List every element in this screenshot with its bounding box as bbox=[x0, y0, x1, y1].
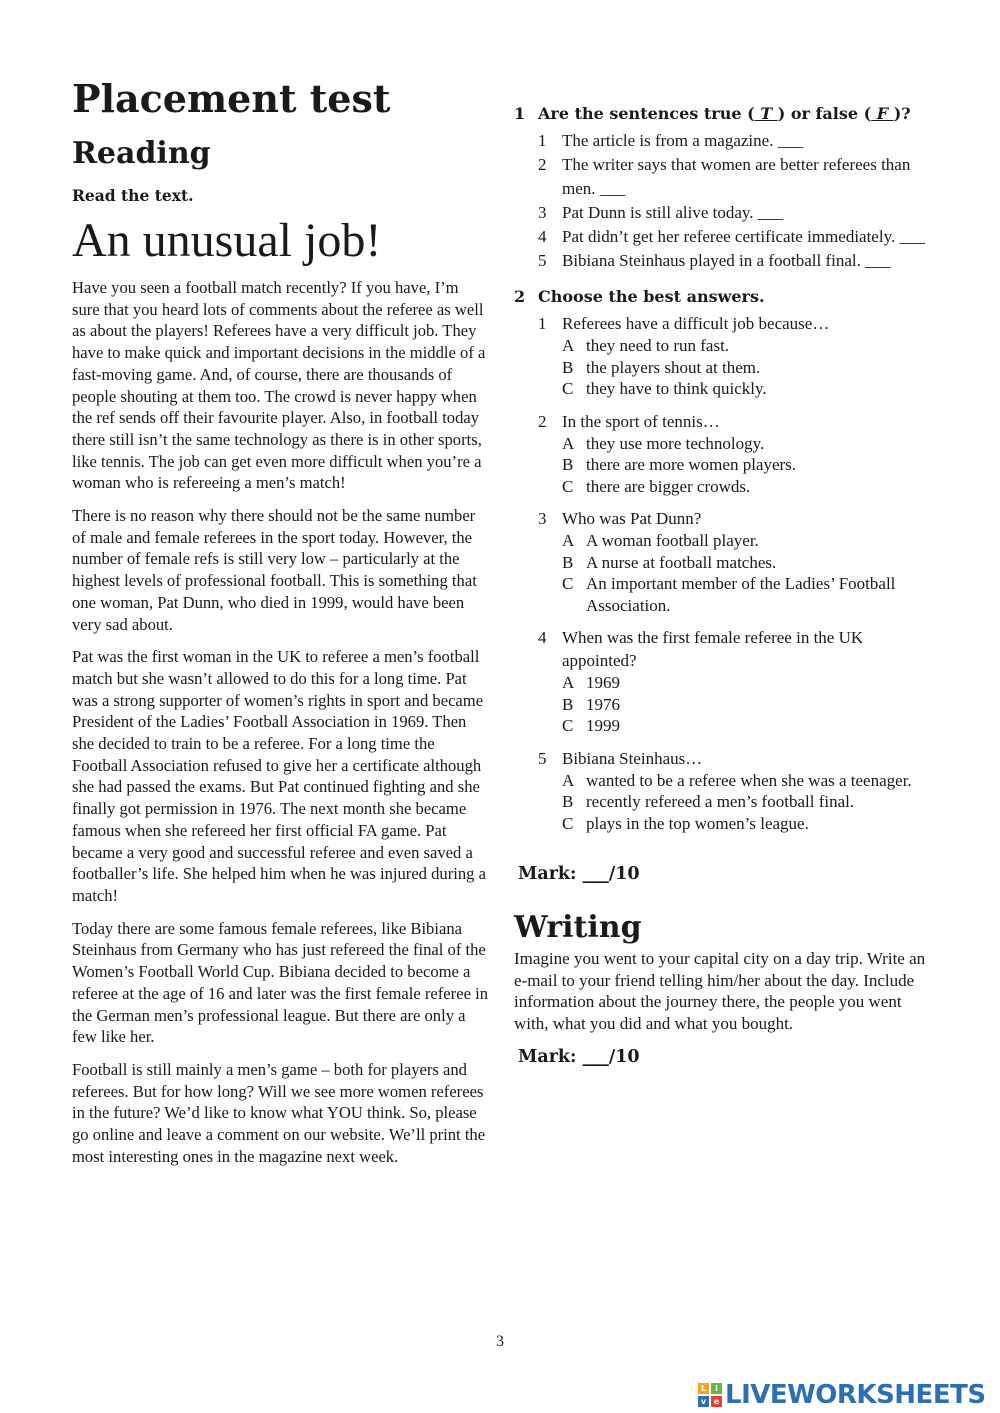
option-text: recently refereed a men’s football final. bbox=[586, 792, 855, 811]
mc-option bbox=[562, 476, 934, 498]
mc-stem: Who was Pat Dunn? bbox=[562, 509, 702, 528]
option-text: A nurse at football matches. bbox=[586, 552, 777, 572]
option-letter: C bbox=[562, 813, 574, 833]
option-text: A woman football player. bbox=[586, 531, 759, 550]
mc-stem: Bibiana Steinhaus… bbox=[562, 748, 703, 768]
mc-option bbox=[562, 454, 934, 476]
item-text: The article is from a magazine. ___ bbox=[562, 131, 804, 150]
true-false-list bbox=[538, 129, 934, 273]
mc-stem: In the sport of tennis… bbox=[562, 411, 720, 431]
mc-option bbox=[562, 770, 934, 792]
option-text: plays in the top women’s league. bbox=[586, 813, 809, 833]
option-letter: A bbox=[562, 433, 575, 453]
page-title: Placement test bbox=[72, 76, 391, 121]
item-text: Bibiana Steinhaus played in a football final. ___ bbox=[562, 251, 891, 270]
mc-option bbox=[562, 813, 934, 835]
option-letter: B bbox=[562, 694, 574, 714]
page-number: 3 bbox=[496, 1333, 504, 1350]
article-paragraph: There is no reason why there should not be the same number of male and female referees in the sport today. However, the number of female refs is still very low – particularly at the highest levels of professional football. This is something that one woman, Pat Dunn, who died in 1999, would have been very sad about. bbox=[72, 506, 477, 634]
left-column bbox=[72, 76, 488, 1178]
mc-number: 1 bbox=[538, 314, 547, 333]
item-text: Pat didn’t get her referee certificate immediately. ___ bbox=[562, 227, 925, 246]
option-letter: A bbox=[562, 673, 575, 692]
mc-stem: Referees have a difficult job because… bbox=[562, 314, 830, 333]
logo-square: e bbox=[711, 1396, 722, 1407]
question-2-heading bbox=[514, 287, 934, 306]
mc-option bbox=[562, 530, 934, 552]
option-text: they need to run fast. bbox=[586, 336, 730, 355]
writing-mark: Mark: ___/10 bbox=[518, 1046, 640, 1067]
reading-heading: Reading bbox=[72, 136, 211, 171]
mc-number: 2 bbox=[538, 411, 547, 431]
mc-option bbox=[562, 357, 934, 379]
mc-option bbox=[562, 672, 934, 694]
mc-question bbox=[538, 747, 934, 835]
q1-text-before: Are the sentences true ( bbox=[538, 104, 755, 123]
option-letter: A bbox=[562, 336, 575, 355]
question-1-heading bbox=[514, 104, 934, 123]
list-item bbox=[538, 129, 934, 153]
article-paragraph: Today there are some famous female referees, like Bibiana Steinhaus from Germany who has just refereed the final of the Women’s Football World Cup. Bibiana decided to become a referee at the age of 16 and later was the first female referee in the German men’s professional league. But there are only a few like her. bbox=[72, 918, 488, 1047]
option-letter: A bbox=[562, 770, 575, 790]
option-text: 1976 bbox=[586, 694, 620, 714]
mc-number: 4 bbox=[538, 628, 547, 647]
option-letter: B bbox=[562, 455, 574, 474]
logo-mark-icon bbox=[698, 1383, 722, 1407]
question-2-text: Choose the best answers. bbox=[538, 287, 765, 306]
question-number: 2 bbox=[514, 287, 526, 306]
article-paragraph: Pat was the first woman in the UK to referee a men’s football match but she wasn’t allowed to do this for a long time. Pat was a strong supporter of women’s rights in sport and became President of the Ladies’ Football Association in 1969. Then she decided to train to be a referee. For a long time the Football Association refused to give her a certificate although she had passed the exams. But Pat continued fighting and she finally got permission in 1976. The next month she became famous when she refereed her first official FA game. Pat became a very good and successful referee and even saved a footballer’s life. She helped him when he was injured during a match! bbox=[72, 647, 486, 905]
item-number: 5 bbox=[538, 251, 547, 270]
mc-stem: When was the first female referee in the UK appointed? bbox=[562, 628, 864, 670]
option-text: 1999 bbox=[586, 716, 620, 735]
item-number: 4 bbox=[538, 227, 547, 246]
list-item bbox=[538, 225, 934, 249]
item-text: Pat Dunn is still alive today. ___ bbox=[562, 203, 784, 222]
reading-mark: Mark: ___/10 bbox=[518, 864, 640, 884]
mc-option bbox=[562, 573, 934, 616]
option-letter: A bbox=[562, 531, 575, 550]
mc-option bbox=[562, 694, 934, 716]
mc-option bbox=[562, 433, 934, 455]
q1-text-after: )? bbox=[893, 104, 911, 123]
q1-text-middle: ) or false ( bbox=[777, 104, 872, 123]
mc-question bbox=[538, 312, 934, 400]
item-text: The writer says that women are better referees than men. ___ bbox=[562, 155, 911, 198]
option-text: they use more technology. bbox=[586, 433, 765, 453]
option-text: wanted to be a referee when she was a teenager. bbox=[586, 770, 912, 790]
mc-option bbox=[562, 791, 934, 813]
mc-option bbox=[562, 715, 934, 737]
logo-square: v bbox=[698, 1396, 709, 1407]
mc-question bbox=[538, 626, 934, 737]
logo-text: LIVEWORKSHEETS bbox=[725, 1380, 986, 1410]
item-number: 1 bbox=[538, 131, 547, 150]
false-label: F bbox=[871, 104, 894, 123]
mc-number: 5 bbox=[538, 748, 547, 768]
question-number: 1 bbox=[514, 104, 526, 123]
writing-heading: Writing bbox=[514, 910, 642, 945]
option-letter: C bbox=[562, 476, 574, 496]
reading-instruction: Read the text. bbox=[72, 186, 194, 205]
true-label: T bbox=[754, 104, 778, 123]
writing-prompt: Imagine you went to your capital city on a day trip. Write an e-mail to your friend telling him/her about the day. Include information about the journey there, the people you went with, what you did and what you bought. bbox=[514, 949, 926, 1034]
list-item bbox=[538, 249, 934, 273]
option-letter: C bbox=[562, 574, 574, 593]
list-item bbox=[538, 153, 934, 201]
option-letter: B bbox=[562, 792, 574, 811]
option-text: there are more women players. bbox=[586, 455, 797, 474]
list-item bbox=[538, 201, 934, 225]
logo-square: i bbox=[711, 1383, 722, 1394]
option-letter: B bbox=[562, 552, 574, 572]
option-text: the players shout at them. bbox=[586, 357, 761, 377]
mc-option bbox=[562, 552, 934, 574]
mc-question bbox=[538, 507, 934, 616]
option-letter: B bbox=[562, 357, 574, 377]
mc-number: 3 bbox=[538, 509, 547, 528]
option-text: 1969 bbox=[586, 673, 620, 692]
article-paragraph: Football is still mainly a men’s game – both for players and referees. But for how long? Will we see more women referees in the future? We’d like to know what YOU think. So, please go online and leave a comment on our website. We’ll print the most interesting ones in the magazine next week. bbox=[72, 1059, 486, 1166]
mc-option bbox=[562, 335, 934, 357]
option-letter: C bbox=[562, 716, 574, 735]
option-text: An important member of the Ladies’ Football Association. bbox=[586, 574, 896, 615]
item-number: 3 bbox=[538, 203, 547, 222]
option-letter: C bbox=[562, 379, 574, 398]
liveworksheets-logo bbox=[698, 1380, 986, 1410]
option-text: there are bigger crowds. bbox=[586, 476, 751, 496]
article-paragraph: Have you seen a football match recently? If you have, I’m sure that you heard lots of comments about the referee as well as about the players! Referees have a very difficult job. They have to make quick and important decisions in the middle of a fast-moving game. And, of course, there are thousands of people shouting at them too. The crowd is never happy when the ref sends off their favourite player. Also, in football today there still isn’t the same technology as there is in other sports, like tennis. The job can get even more difficult when you’re a woman who is refereeing a men’s match! bbox=[72, 278, 486, 493]
right-column bbox=[514, 104, 934, 1067]
mc-option bbox=[562, 378, 934, 400]
logo-square: L bbox=[698, 1383, 709, 1394]
item-number: 2 bbox=[538, 155, 547, 174]
article-title: An unusual job! bbox=[72, 214, 382, 267]
mc-question bbox=[538, 410, 934, 498]
option-text: they have to think quickly. bbox=[586, 379, 767, 398]
